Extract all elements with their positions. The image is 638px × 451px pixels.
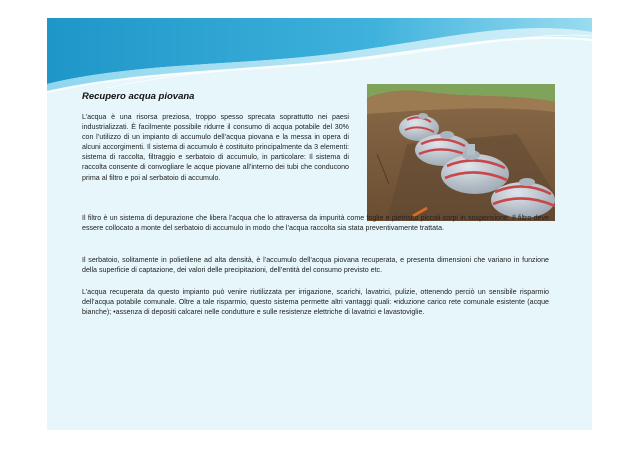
page-title: Recupero acqua piovana: [82, 91, 195, 102]
tank-paragraph: Il serbatoio, solitamente in polietilene ad alta densità, è l’accumulo dell’acqua piovana recuperata, e presenta dimensioni che variano in funzione della superficie di captazione, dei valori delle precipitazioni, dell’entità del consumo previsto etc.: [82, 256, 549, 275]
filter-paragraph: Il filtro è un sistema di depurazione che libera l’acqua che lo attraversa da impurità come foglie e pietrisco piccoli corpi in sospensione. Il filtro deve essere collocato a monte del serbatoio di accumulo in modo che l’acqua raccolta sia stata preventivamente trattata.: [82, 214, 549, 233]
rainwater-tanks-photo: [367, 84, 555, 221]
slide: [47, 18, 592, 430]
intro-paragraph: L’acqua è una risorsa preziosa, troppo spesso sprecata soprattutto nei paesi industrializzati. È facilmente possibile ridurre il consumo di acqua potabile del 30% con l’utilizzo di un impianto di accumulo dell’acqua piovana e la messa in opera di alcuni accorgimenti. Il sistema di accumulo è costituito principalmente da 3 elementi: sistema di raccolta, filtraggio e serbatoio di accumulo, in particolare: Il sistema di raccolta consente di convogliare le acque piovane all’interno dei tubi che conducono prima al filtro e poi al serbatoio di accumulo.: [82, 113, 349, 182]
reuse-paragraph: L’acqua recuperata da questo impianto può venire riutilizzata per irrigazione, scarichi, lavatrici, pulizie, ottenendo perciò un sensibile risparmio dell’acqua potabile comunale. Oltre a tale risparmio, questo sistema permette altri vantaggi quali: •riduzione carico rete comunale esistente (acque bianche); •assenza di depositi calcarei nelle condutture e sulle resistenze elettriche di lavatrici e lavastoviglie.: [82, 288, 549, 317]
